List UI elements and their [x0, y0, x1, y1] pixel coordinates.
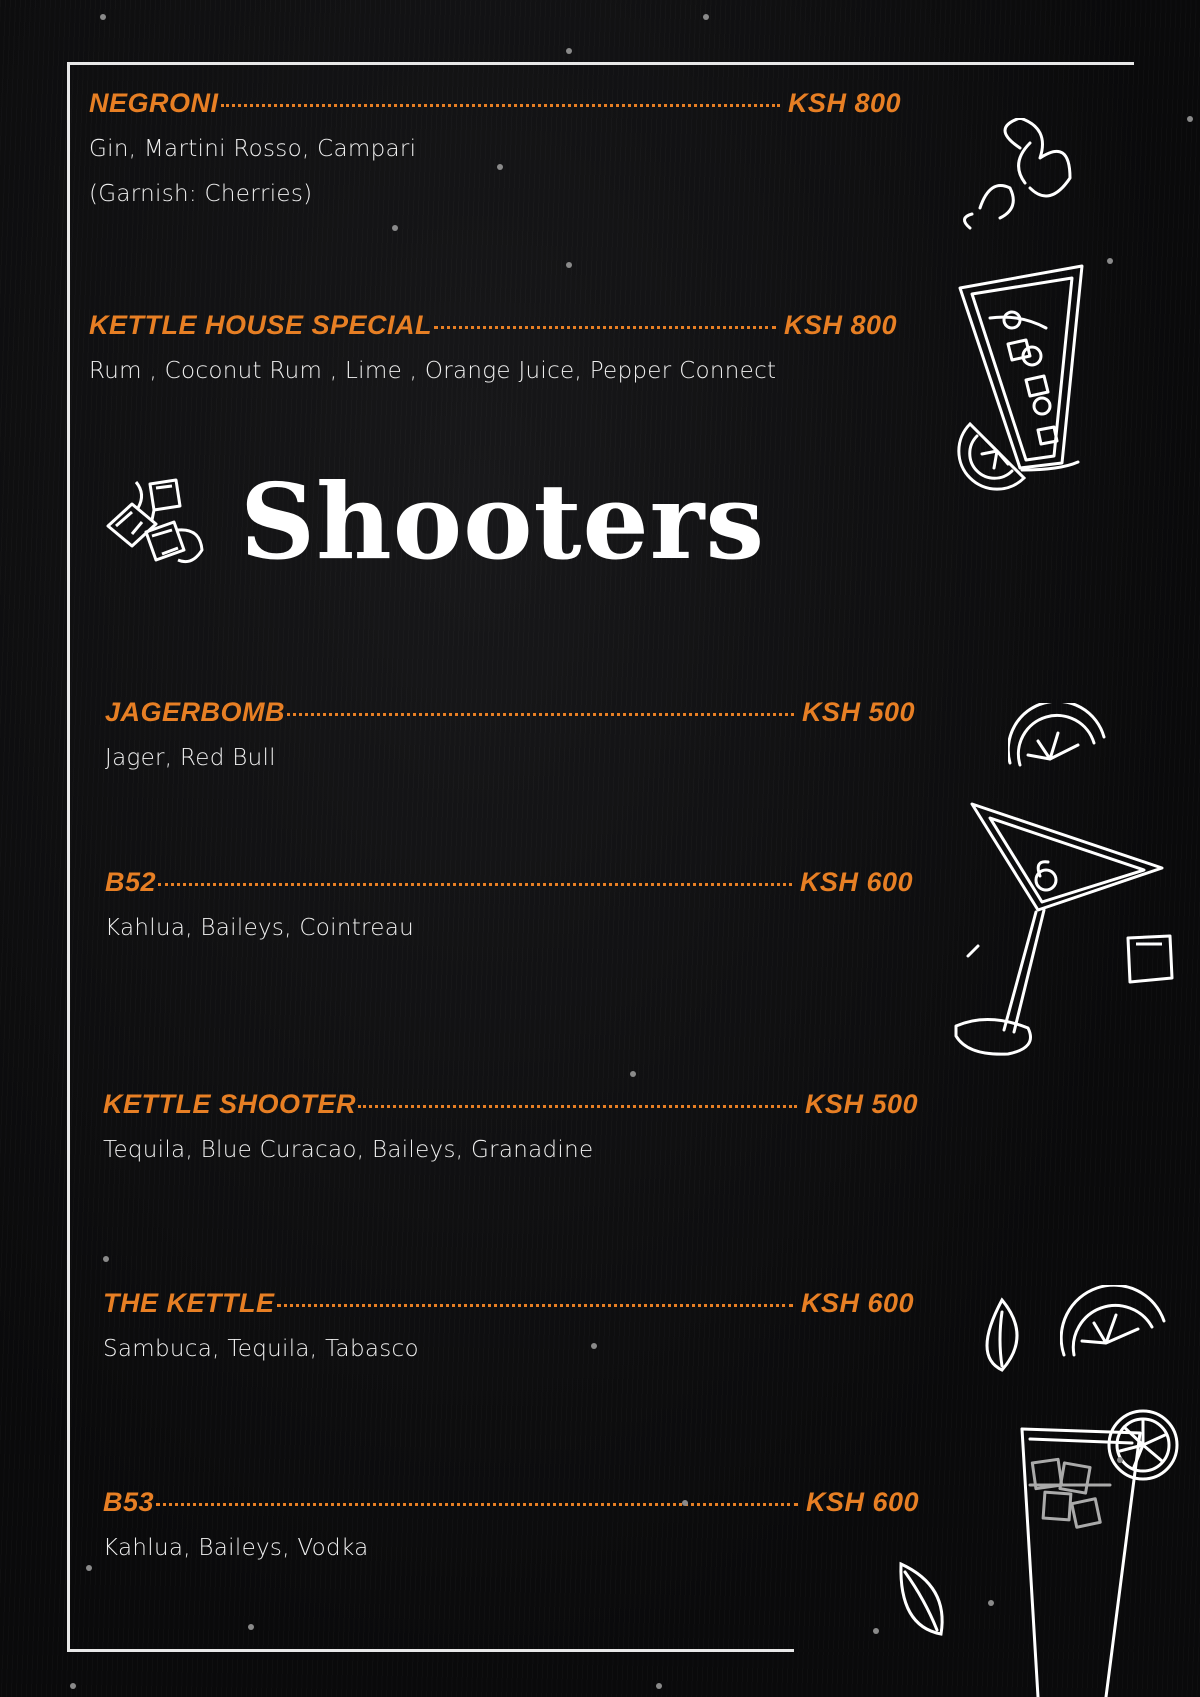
menu-item-b52 [105, 867, 913, 951]
description-line: Gin, Martini Rosso, Campari [89, 136, 417, 162]
description-line: (Garnish: Cherries) [89, 181, 313, 207]
menu-item-b53 [103, 1487, 919, 1571]
item-name: B52 [105, 867, 157, 897]
leaf-icon [895, 1560, 951, 1640]
chalk-dust [566, 48, 572, 54]
chalk-dust [703, 14, 709, 20]
dot-leader [358, 1105, 797, 1108]
item-price: KSH 500 [804, 1089, 918, 1119]
section-title: Shooters [240, 460, 766, 583]
chalk-dust [630, 1071, 636, 1077]
item-description: Rum , Coconut Rum , Lime , Orange Juice, Pepper Connect [89, 358, 777, 384]
item-name: NEGRONI [89, 88, 219, 118]
item-description: Jager, Red Bull [105, 745, 276, 771]
item-price: KSH 600 [800, 1288, 914, 1318]
item-name: JAGERBOMB [105, 697, 286, 727]
menu-item-jagerbomb [105, 697, 915, 781]
chalk-dust [591, 1343, 597, 1349]
item-description [89, 127, 901, 217]
leaf-icon [972, 1296, 1022, 1376]
menu-item-the-kettle [103, 1288, 914, 1372]
chalk-dust [100, 14, 106, 20]
item-name: THE KETTLE [103, 1288, 275, 1318]
chalk-dust [392, 225, 398, 231]
item-name: KETTLE HOUSE SPECIAL [89, 310, 433, 340]
item-price: KSH 800 [783, 310, 897, 340]
chalk-dust [1117, 1457, 1123, 1463]
item-price: KSH 800 [787, 88, 901, 118]
frame-top-fade [804, 62, 1134, 65]
dot-leader [158, 883, 792, 886]
lemon-slice-icon [1060, 1285, 1170, 1360]
dot-leader [221, 104, 780, 107]
chalk-dust [1107, 258, 1113, 264]
menu-item-negroni [89, 88, 901, 217]
chalk-dust [70, 1683, 76, 1689]
item-price: KSH 600 [805, 1487, 919, 1517]
chalk-dust [566, 262, 572, 268]
chalk-dust [103, 1256, 109, 1262]
ice-cubes-icon [102, 474, 220, 574]
item-price: KSH 500 [801, 697, 915, 727]
chalk-dust [873, 1628, 879, 1634]
item-description: Tequila, Blue Curacao, Baileys, Granadine [103, 1137, 594, 1163]
chalk-dust [497, 164, 503, 170]
item-description: Sambuca, Tequila, Tabasco [103, 1336, 419, 1362]
item-description: Kahlua, Baileys, Vodka [103, 1535, 369, 1561]
chalk-dust [656, 1683, 662, 1689]
dot-leader [434, 326, 776, 329]
chalk-dust [248, 1624, 254, 1630]
item-price: KSH 600 [799, 867, 913, 897]
item-name: KETTLE SHOOTER [103, 1089, 357, 1119]
item-description: Kahlua, Baileys, Cointreau [105, 915, 415, 941]
dot-leader [277, 1304, 793, 1307]
ice-cube-icon [1120, 930, 1180, 990]
dot-leader [287, 713, 794, 716]
chalk-dust [1187, 116, 1193, 122]
lime-slice-icon [950, 416, 1030, 496]
lemon-slice-icon [1008, 703, 1108, 773]
tall-glass-icon [1010, 1405, 1195, 1697]
chalk-dust [86, 1565, 92, 1571]
item-name: B53 [103, 1487, 155, 1517]
menu-item-kettle-house-special [89, 310, 897, 394]
menu-item-kettle-shooter [103, 1089, 918, 1173]
chalk-dust [682, 1500, 688, 1506]
dot-leader [156, 1503, 798, 1506]
chalk-dust [988, 1600, 994, 1606]
